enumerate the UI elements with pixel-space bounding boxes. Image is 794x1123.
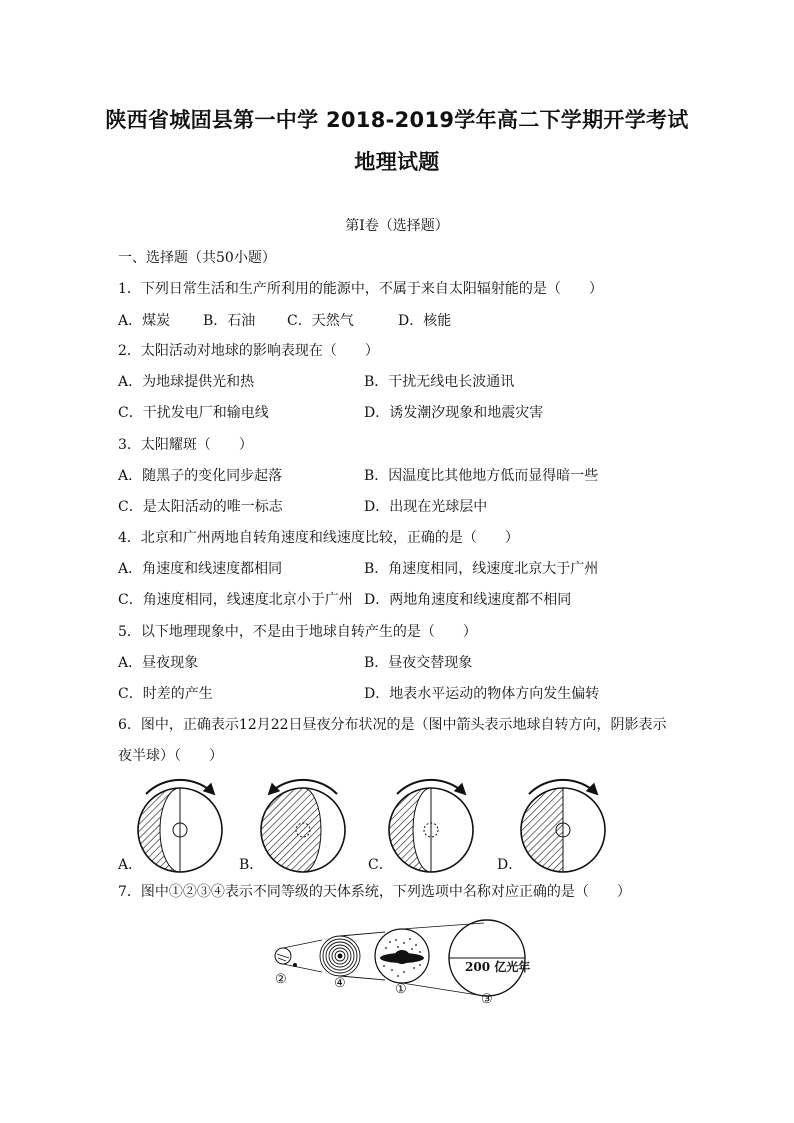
q6-option-d: D． <box>497 857 523 873</box>
part-heading: 一、选择题（共50小题） <box>118 250 276 266</box>
section-heading: 第Ⅰ卷（选择题） <box>345 218 449 234</box>
q7-label-2: ② <box>275 972 287 987</box>
q4-stem: 4．北京和广州两地自转角速度和线速度比较，正确的是（ ） <box>118 530 519 546</box>
q7-celestial-systems-figure <box>0 910 794 1020</box>
system-earth-moon <box>275 940 322 972</box>
globe-b <box>261 780 345 872</box>
q2-option-c: C．干扰发电厂和输电线 <box>118 405 269 421</box>
document-title-line1: 陕西省城固县第一中学 2018-2019学年高二下学期开学考试 <box>105 108 689 132</box>
q3-option-c: C．是太阳活动的唯一标志 <box>118 499 283 515</box>
q4-option-a: A．角速度和线速度都相同 <box>118 561 283 577</box>
q4-option-c: C．角速度相同，线速度北京小于广州 <box>118 592 353 608</box>
q2-option-b: B．干扰无线电长波通讯 <box>364 374 515 390</box>
q7-label-3: ③ <box>481 992 493 1007</box>
q3-option-d: D．出现在光球层中 <box>364 499 488 515</box>
q7-figure-scale-label: 200 亿光年 <box>465 960 531 974</box>
q3-option-a: A．随黑子的变化同步起落 <box>118 468 283 484</box>
q5-option-d: D．地表水平运动的物体方向发生偏转 <box>364 686 600 702</box>
q6-option-c: C． <box>368 857 393 873</box>
q6-stem-line2: 夜半球）（ ） <box>118 748 223 764</box>
q2-option-d: D．诱发潮汐现象和地震灾害 <box>364 405 544 421</box>
q3-stem: 3．太阳耀斑（ ） <box>118 437 253 453</box>
q4-option-b: B．角速度相同，线速度北京大于广州 <box>364 561 599 577</box>
q1-option-b: B．石油 <box>203 313 256 329</box>
q5-option-c: C．时差的产生 <box>118 686 213 702</box>
q1-stem: 1．下列日常生活和生产所利用的能源中，不属于来自太阳辐射能的是（ ） <box>118 281 603 297</box>
q1-option-c: C．天然气 <box>287 313 354 329</box>
globe-d <box>521 780 605 872</box>
q7-stem: 7．图中①②③④表示不同等级的天体系统，下列选项中名称对应正确的是（ ） <box>118 884 631 900</box>
q6-option-a: A． <box>118 857 143 873</box>
system-universe <box>449 920 525 996</box>
document-title-line2: 地理试题 <box>354 150 440 174</box>
q5-stem: 5．以下地理现象中，不是由于地球自转产生的是（ ） <box>118 624 477 640</box>
q6-stem-line1: 6．图中，正确表示12月22日昼夜分布状况的是（图中箭头表示地球自转方向，阴影表示 <box>118 717 667 733</box>
q7-label-4: ④ <box>334 976 346 991</box>
q3-option-b: B．因温度比其他地方低而显得暗一些 <box>364 468 599 484</box>
globe-c <box>389 780 473 872</box>
q1-option-a: A．煤炭 <box>118 313 171 329</box>
q7-label-1: ① <box>395 982 407 997</box>
globe-a <box>138 780 222 872</box>
q5-option-b: B．昼夜交替现象 <box>364 655 473 671</box>
q6-option-b: B． <box>239 857 264 873</box>
q2-stem: 2．太阳活动对地球的影响表现在（ ） <box>118 343 379 359</box>
q1-option-d: D．核能 <box>398 313 452 329</box>
q2-option-a: A．为地球提供光和热 <box>118 374 255 390</box>
q5-option-a: A．昼夜现象 <box>118 655 199 671</box>
q4-option-d: D．两地角速度和线速度都不相同 <box>364 592 572 608</box>
